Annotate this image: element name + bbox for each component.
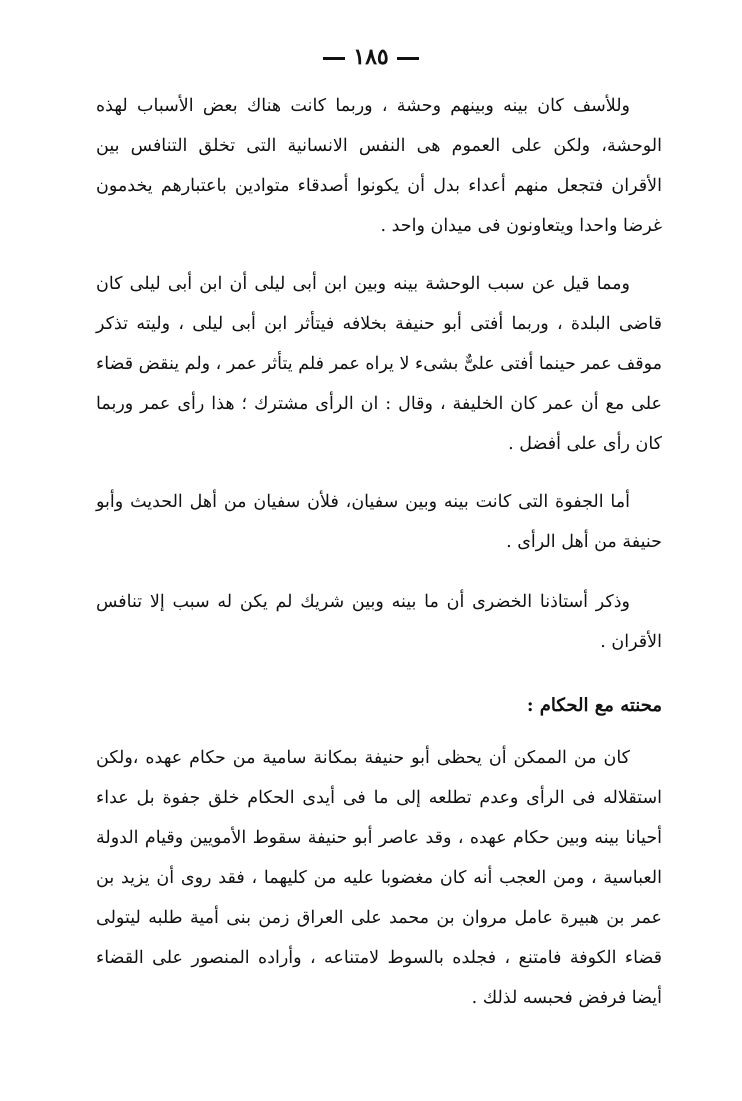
page-header bbox=[0, 44, 742, 70]
paragraph-3: أما الجفوة التى كانت بينه وبين سفيان، فلأن سفيان من أهل الحديث وأبو حنيفة من أهل الرأى . bbox=[96, 492, 662, 552]
paragraph-1: وللأسف كان بينه وبينهم وحشة ، وربما كانت هناك بعض الأسباب لهذه الوحشة، ولكن على العموم هى النفس الانسانية التى تخلق التنافس بين الأقران فتجعل منهم أعداء بدل أن يكونوا أصدقاء متوادين باعتبارهم يخدمون غرضا واحدا ويتعاونون فى ميدان واحد . bbox=[96, 96, 662, 236]
section-heading: محنته مع الحكام : bbox=[526, 695, 662, 716]
header-dash-right bbox=[397, 57, 419, 60]
body-text bbox=[96, 86, 662, 1036]
section-paragraph: كان من الممكن أن يحظى أبو حنيفة بمكانة سامية من حكام عهده ،ولكن استقلاله فى الرأى وعدم تطلعه إلى ما فى أيدى الحكام خلق جفوة بل عداء أحيانا بينه وبين حكام عهده ، وقد عاصر أبو حنيفة سقوط الأمويين وقيام الدولة العباسية ، ومن العجب أنه كان مغضوبا عليه من كليهما ، فقد روى أن يزيد بن عمر بن هبيرة عامل مروان بن محمد على العراق زمن بنى أمية طلبه ليتولى قضاء الكوفة فامتنع ، فجلده بالسوط لامتناعه ، وأراده المنصور على القضاء أيضا فرفض فحبسه لذلك . bbox=[96, 748, 662, 1008]
header-dash-left bbox=[323, 57, 345, 60]
page-number: ١٨٥ bbox=[353, 44, 389, 70]
paragraph-2: ومما قيل عن سبب الوحشة بينه وبين ابن أبى ليلى أن ابن أبى ليلى كان قاضى البلدة ، وربما أفتى أبو حنيفة بخلافه فيتأثر ابن أبى ليلى ، وليته تذكر موقف عمر حينما أفتى علىٌّ بشىء لا يراه عمر فلم يتأثر عمر ، ولم ينقض قضاء على مع أن عمر كان الخليفة ، وقال : ان الرأى مشترك ؛ هذا رأى عمر وربما كان رأى على أفضل . bbox=[96, 274, 662, 454]
paragraph-4: وذكر أستاذنا الخضرى أن ما بينه وبين شريك لم يكن له سبب إلا تنافس الأقران . bbox=[96, 592, 662, 652]
